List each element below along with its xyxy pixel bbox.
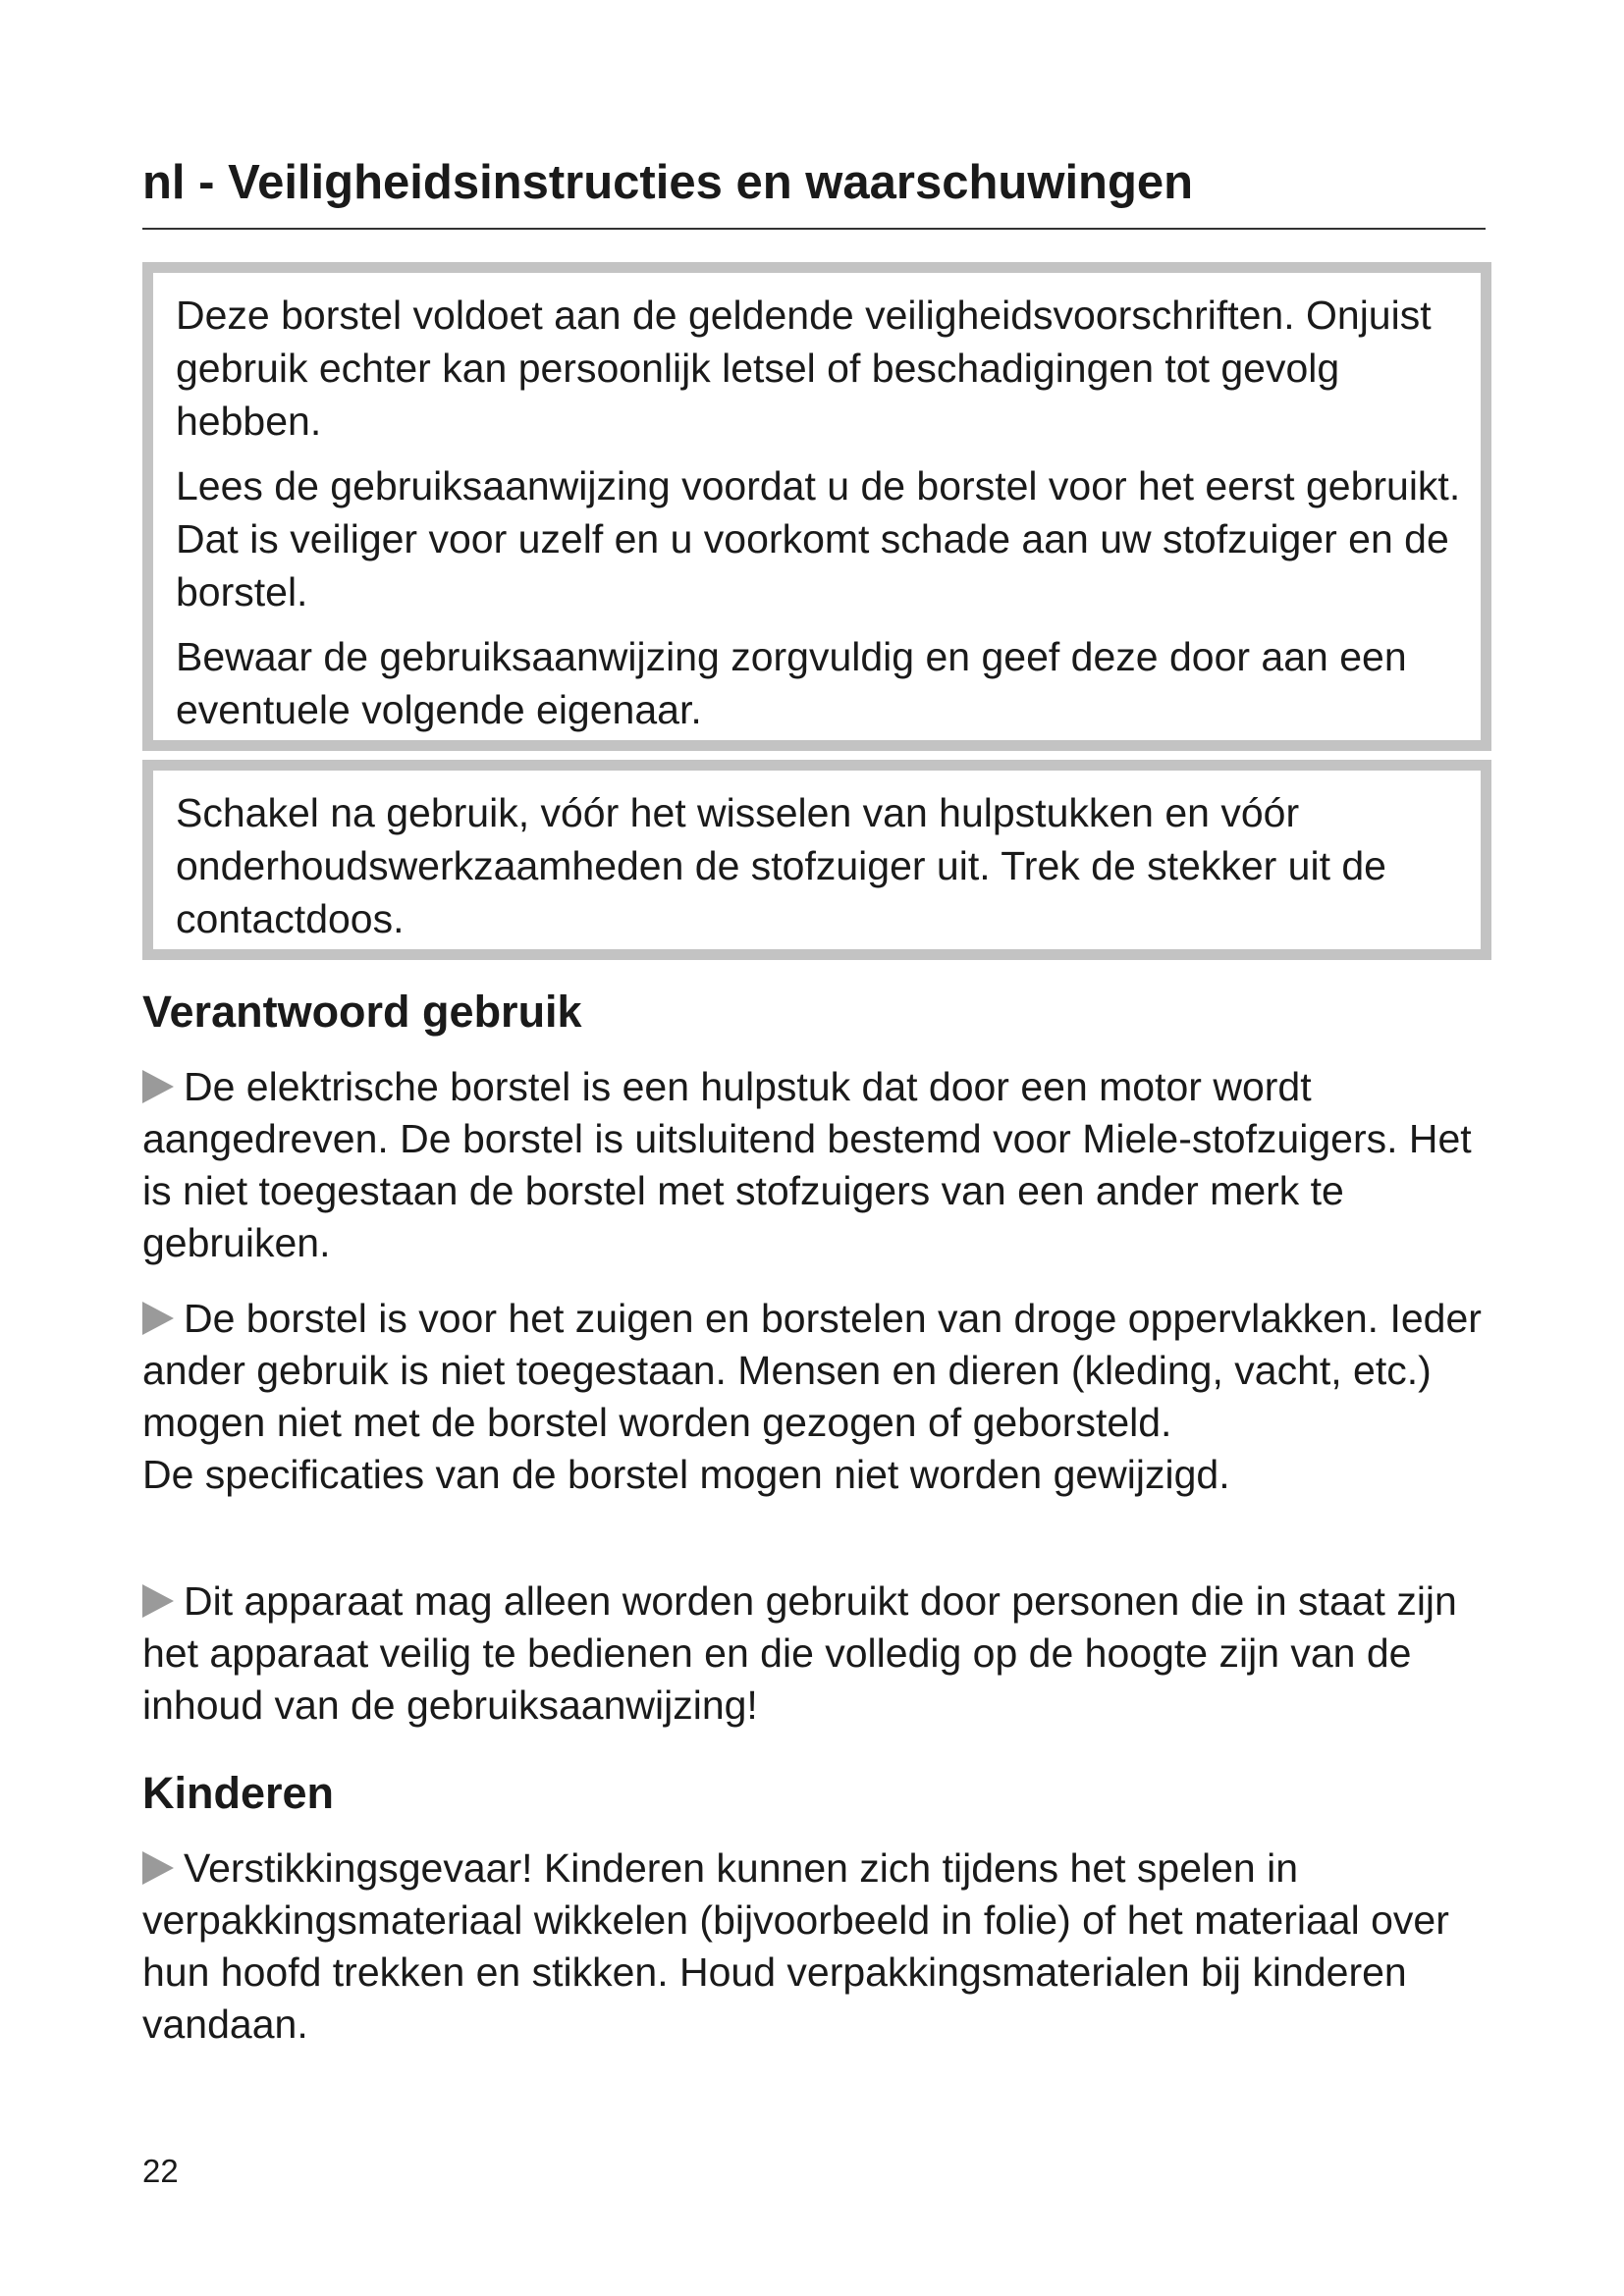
triangle-bullet-icon [142,1302,174,1335]
safety-notice-box [142,262,1491,751]
triangle-bullet-icon [142,1584,174,1618]
notice-paragraph: Bewaar de gebruiksaanwijzing zorgvuldig en geef deze door aan een eventuele volgende eigenaar. [176,634,1407,732]
notice-paragraph: Schakel na gebruik, vóór het wisselen van hulpstukken en vóór onderhoudswerkzaamheden de stofzuiger uit. Trek de stekker uit de contactdoos. [176,790,1386,941]
page-number: 22 [142,2153,179,2189]
unplug-notice-box [142,760,1491,960]
instruction-item [142,1842,1502,2051]
instruction-item [142,1061,1502,1269]
section-heading-kinderen: Kinderen [142,1768,335,1818]
page-title: nl - Veiligheidsinstructies en waarschuwingen [142,156,1194,209]
instruction-text: De borstel is voor het zuigen en borstelen van droge oppervlakken. Ieder ander gebruik is niet toegestaan. Mensen en dieren (kleding, vacht, etc.) mogen niet met de borstel worden gezogen of geborsteld. [142,1296,1482,1445]
notice-paragraph: Deze borstel voldoet aan de geldende veiligheidsvoorschriften. Onjuist gebruik echter kan persoonlijk letsel of beschadigingen tot gevolg hebben. [176,293,1432,444]
section-heading-verantwoord-gebruik: Verantwoord gebruik [142,987,582,1037]
triangle-bullet-icon [142,1851,174,1885]
instruction-item [142,1575,1502,1732]
instruction-text: Dit apparaat mag alleen worden gebruikt door personen die in staat zijn het apparaat veilig te bedienen en die volledig op de hoogte zijn van de inhoud van de gebruiksaanwijzing! [142,1578,1457,1728]
instruction-extra-text: De specificaties van de borstel mogen niet worden gewijzigd. [142,1452,1230,1497]
instruction-text: De elektrische borstel is een hulpstuk dat door een motor wordt aangedreven. De borstel is uitsluitend bestemd voor Miele-stofzuigers. Het is niet toegestaan de borstel met stofzuigers van een ander merk te gebruiken. [142,1064,1472,1265]
instruction-item [142,1293,1502,1501]
instruction-text: Verstikkingsgevaar! Kinderen kunnen zich tijdens het spelen in verpakkingsmateriaal wikkelen (bijvoorbeeld in folie) of het materiaal over hun hoofd trekken en stikken. Houd verpakkingsmaterialen bij kinderen vandaan. [142,1845,1449,2047]
title-divider [142,228,1486,230]
notice-paragraph: Lees de gebruiksaanwijzing voordat u de borstel voor het eerst gebruikt. Dat is veiliger voor uzelf en u voorkomt schade aan uw stofzuiger en de borstel. [176,463,1461,614]
triangle-bullet-icon [142,1070,174,1103]
